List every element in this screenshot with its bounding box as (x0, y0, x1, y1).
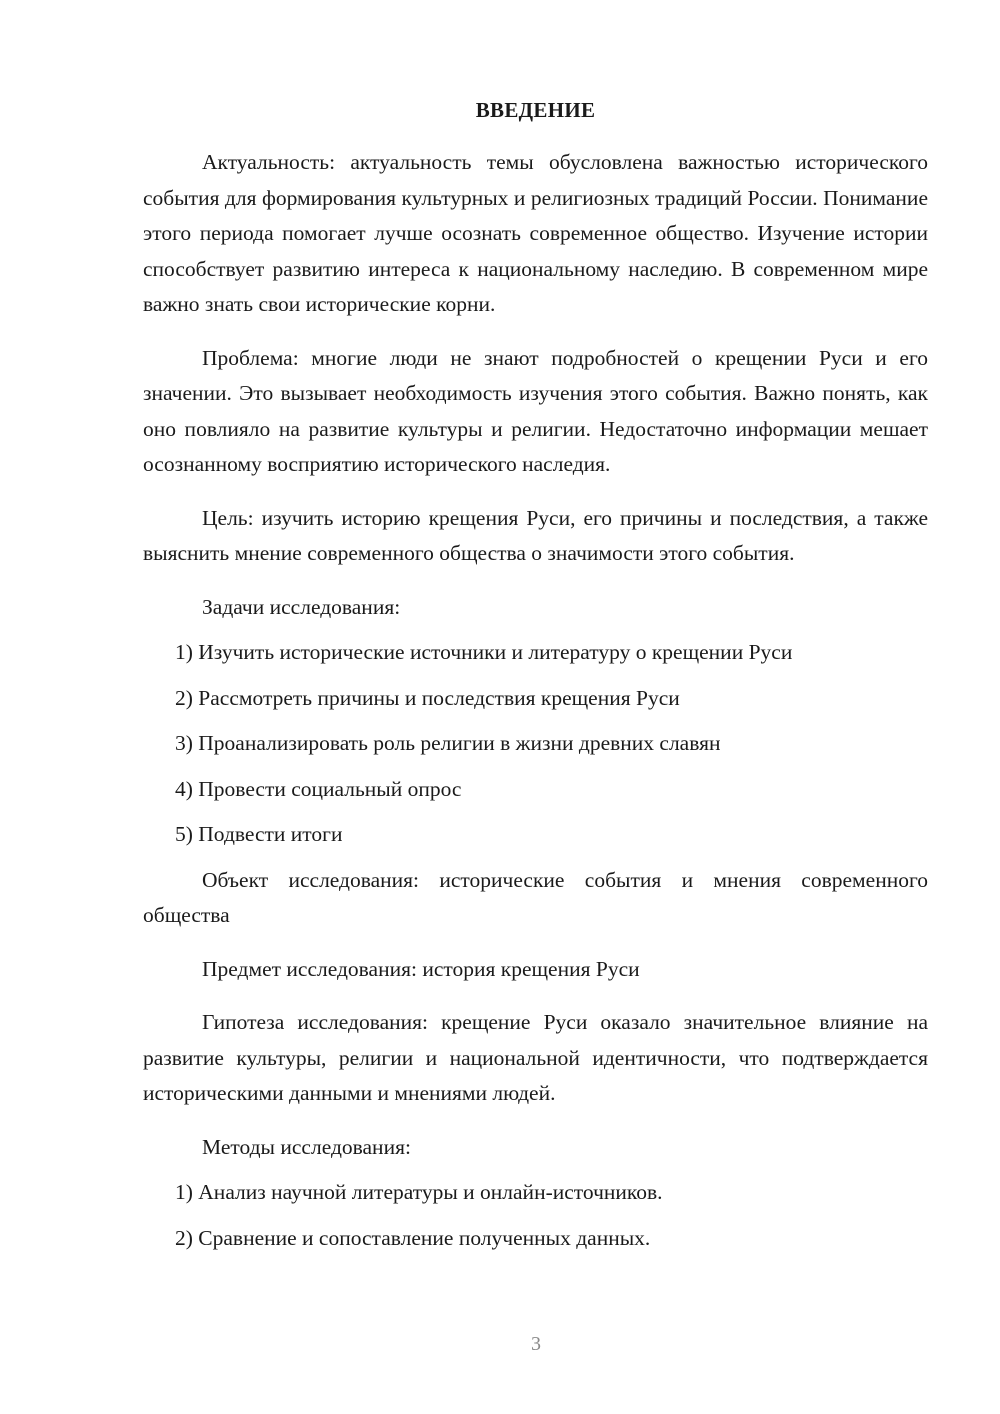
task-item: 1) Изучить исторические источники и литературу о крещении Руси (175, 640, 793, 664)
hypothesis-paragraph: Гипотеза исследования: крещение Руси оказало значительное влияние на развитие культуры, религии и национальной идентичности, что подтверждается историческими данными и мнениями людей. (143, 1010, 928, 1105)
problem-paragraph: Проблема: многие люди не знают подробностей о крещении Руси и его значении. Это вызывает необходимость изучения этого события. Важно понять, как оно повлияло на развитие культуры и религии. Недостаточно информации мешает осознанному восприятию исторического наследия. (143, 345, 928, 476)
task-item: 5) Подвести итоги (175, 822, 343, 846)
subject-paragraph: Предмет исследования: история крещения Руси (202, 956, 640, 981)
document-page (143, 95, 928, 1256)
page-number: 3 (531, 1333, 541, 1355)
relevance-paragraph: Актуальность: актуальность темы обусловлена важностью исторического события для формирования культурных и религиозных традиций России. Понимание этого периода помогает лучше осознать современное общество. Изучение истории способствует развитию интереса к национальному наследию. В современном мире важно знать свои исторические корни. (143, 150, 928, 316)
object-paragraph: Объект исследования: исторические события и мнения современного общества (143, 867, 928, 927)
methods-heading: Методы исследования: (202, 1134, 411, 1159)
task-item: 2) Рассмотреть причины и последствия крещения Руси (175, 685, 680, 710)
goal-paragraph: Цель: изучить историю крещения Руси, его причины и последствия, а также выяснить мнение современного общества о значимости этого события. (143, 505, 928, 565)
task-item: 3) Проанализировать роль религии в жизни древних славян (175, 731, 721, 755)
tasks-heading: Задачи исследования: (202, 594, 401, 619)
method-item: 2) Сравнение и сопоставление полученных данных. (175, 1225, 651, 1250)
page-title: ВВЕДЕНИЕ (475, 98, 596, 122)
method-item: 1) Анализ научной литературы и онлайн-источников. (175, 1180, 663, 1204)
task-item: 4) Провести социальный опрос (175, 776, 462, 801)
